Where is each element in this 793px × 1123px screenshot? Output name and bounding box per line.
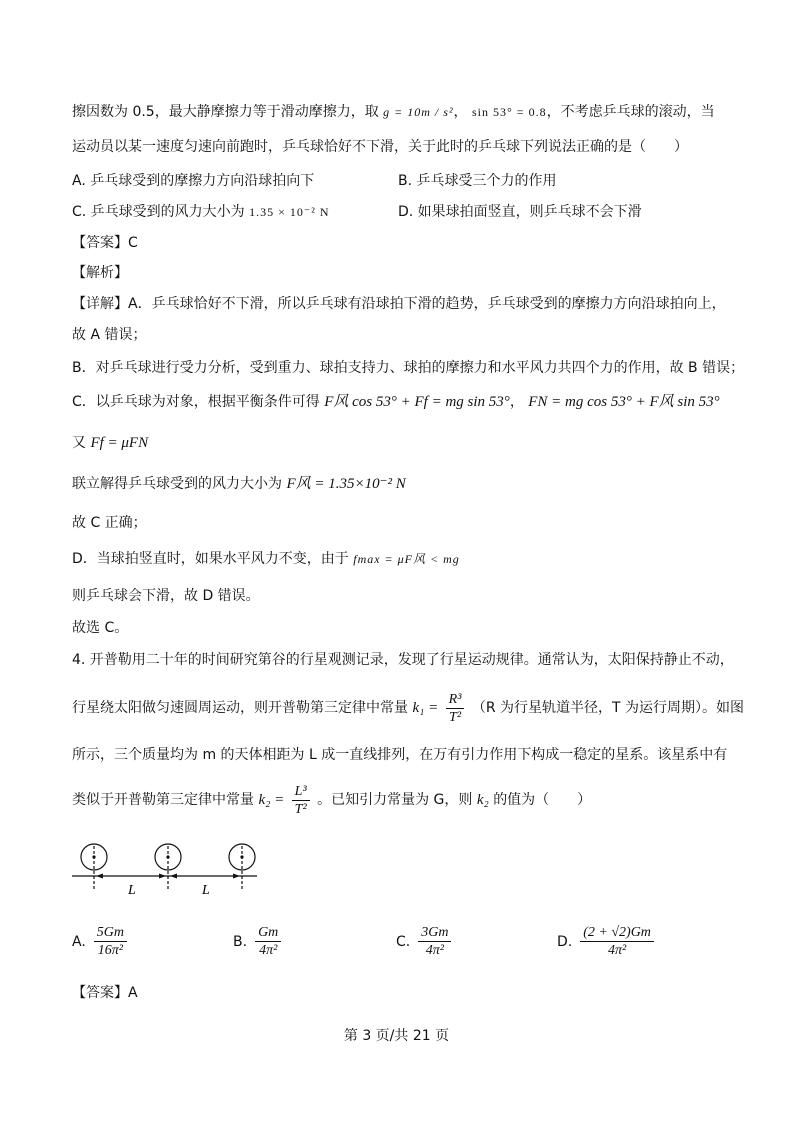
page-footer: 第 3 页/共 21 页 — [343, 1028, 450, 1044]
three-body-diagram — [72, 838, 272, 900]
answer-3: 【答案】C — [72, 235, 138, 251]
k1-fraction: $\frac{\text{R³}}{\text{T²}}$ — [446, 691, 465, 726]
detail-line-2: 故 A 错误； — [72, 327, 147, 343]
option4-b: B. $\frac{Gm}{\text{4π²}}$ — [233, 924, 284, 959]
option4-d: D. $\frac{(2 + √2)Gm}{\text{4π²}}$ — [557, 924, 657, 959]
problem4-line4: 类似于开普勒第三定律中常量 k₂ = $\frac{\text{L³}}{\text{T²}}$ 。已知引力常量为 G，则 k₂ 的值为（ ） — [72, 783, 592, 817]
detail-line-1: 【详解】A．乒乓球恰好不下滑，所以乒乓球有沿球拍下滑的趋势，乒乓球受到的摩擦力方向沿球拍向上， — [72, 296, 726, 312]
length-label-right: L — [202, 883, 210, 898]
detail-line-3: B．对乒乓球进行受力分析，受到重力、球拍支持力、球拍的摩擦力和水平风力共四个力的作用，故 B 错误； — [72, 360, 745, 376]
detail-line-10: 故选 C。 — [72, 620, 129, 636]
problem4-line3: 所示，三个质量均为 m 的天体相距为 L 成一直线排列，在万有引力作用下构成一稳定的星系。该星系中有 — [72, 747, 728, 763]
equation-3: Ff = μFN — [90, 435, 149, 451]
problem4-line1: 4. 开普勒用二十年的时间研究第谷的行星观测记录，发现了行星运动规律。通常认为，太阳保持静止不动， — [72, 652, 734, 668]
k2-fraction: $\frac{\text{L³}}{\text{T²}}$ — [292, 783, 310, 818]
detail-line-5: 又 Ff = μFN — [72, 435, 149, 451]
problem3-line2: 运动员以某一速度匀速向前跑时，乒乓球恰好不下滑，关于此时的乒乓球下列说法正确的是（ ） — [72, 139, 688, 155]
option-c: C. 乒乓球受到的风力大小为 1.35 × 10⁻² N — [72, 204, 330, 220]
sin-expression: sin 53° = 0.8 — [472, 105, 547, 119]
length-label-left: L — [128, 883, 136, 898]
option-d: D. 如果球拍面竖直，则乒乓球不会下滑 — [398, 204, 642, 220]
detail-line-9: 则乒乓球会下滑，故 D 错误。 — [72, 588, 260, 604]
option-b: B. 乒乓球受三个力的作用 — [398, 173, 557, 189]
option4-c: C. $\frac{3Gm}{\text{4π²}}$ — [396, 924, 454, 959]
equation-5: fmax = μF风 < mg — [353, 552, 460, 566]
equation-4: F风 = 1.35×10⁻² N — [286, 476, 406, 492]
g-expression: g = 10m / s² — [383, 105, 454, 119]
detail-line-6: 联立解得乒乓球受到的风力大小为 F风 = 1.35×10⁻² N — [72, 476, 406, 492]
equation-1: F风 cos 53° + Ff = mg sin 53° — [324, 394, 510, 410]
detail-line-8: D．当球拍竖直时，如果水平风力不变，由于 fmax = μF风 < mg — [72, 551, 460, 567]
problem4-line2: 行星绕太阳做匀速圆周运动，则开普勒第三定律中常量 k₁ = $\frac{\text{R³}}{\text{T²}}$ （R 为行星轨道半径，T 为运行周期）。如图 — [72, 691, 745, 725]
option-a: A. 乒乓球受到的摩擦力方向沿球拍向下 — [72, 173, 315, 189]
detail-line-4: C．以乒乓球为对象，根据平衡条件可得 F风 cos 53° + Ff = mg sin 53°， FN = mg cos 53° + F风 sin 53° — [72, 394, 720, 410]
analysis-title: 【解析】 — [72, 265, 128, 281]
answer-4: 【答案】A — [72, 985, 138, 1001]
equation-2: FN = mg cos 53° + F风 sin 53° — [528, 394, 720, 410]
problem3-line1: 擦因数为 0.5，最大静摩擦力等于滑动摩擦力，取 g = 10m / s²， sin 53° = 0.8，不考虑乒乓球的滚动，当 — [72, 104, 715, 120]
detail-line-7: 故 C 正确； — [72, 515, 147, 531]
option4-a: A. $\frac{5Gm}{\text{16π²}}$ — [72, 924, 130, 959]
